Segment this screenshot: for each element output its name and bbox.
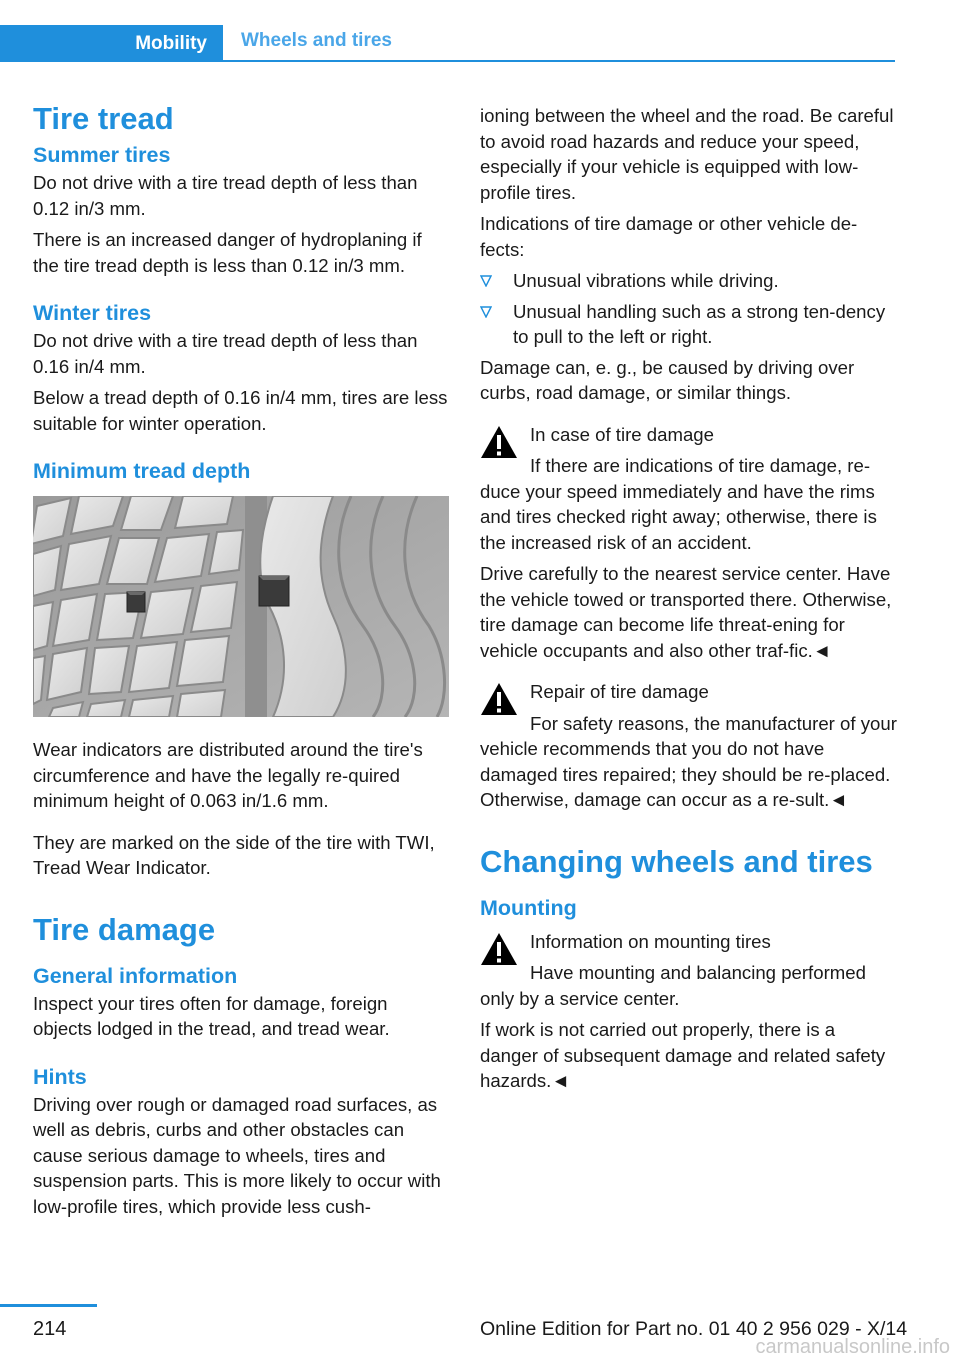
edition-footer: Online Edition for Part no. 01 40 2 956 029 - X/14: [480, 1318, 908, 1340]
bullet-triangle-icon: [480, 275, 492, 287]
list-item: [480, 299, 898, 350]
damage-indications-list: [480, 268, 898, 350]
paragraph-winter-2: Below a tread depth of 0.16 in/4 mm, tires are less suitable for winter operation.: [33, 387, 448, 434]
paragraph-winter-1: Do not drive with a tire tread depth of less than 0.16 in/4 mm.: [33, 330, 418, 377]
warning-mounting-tires: [480, 929, 898, 1012]
list-item-text: Unusual vibrations while driving.: [513, 270, 779, 291]
heading-tire-damage: Tire damage: [33, 911, 216, 947]
site-watermark: carmanualsonline.info: [755, 1336, 950, 1358]
heading-tire-tread: Tire tread: [33, 101, 174, 136]
left-column: [33, 98, 449, 1219]
paragraph-damage-cause: Damage can, e. g., be caused by driving over curbs, road damage, or similar things.: [480, 356, 855, 403]
warning-title: In case of tire damage: [530, 423, 714, 445]
warning-triangle-icon: [480, 682, 518, 716]
warning-repair-tire-damage: [480, 679, 898, 813]
heading-minimum-tread-depth: Minimum tread depth: [33, 459, 251, 483]
warning-body: If there are indications of tire damage, re-duce your speed immediately and have the rims and tires checked right away; otherwise, there is the increased risk of an accident.: [480, 455, 877, 553]
page-number: 214: [33, 1318, 67, 1340]
bullet-triangle-icon: [480, 306, 492, 318]
paragraph-wear-indicators: Wear indicators are distributed around the tire's circumference and have the legally re-quired minimum height of 0.063 in/1.6 mm.: [33, 739, 423, 811]
section-tab-wheels-and-tires[interactable]: Wheels and tires: [241, 30, 392, 51]
heading-changing-wheels-and-tires: Changing wheels and tires: [480, 843, 873, 879]
paragraph-indications: Indications of tire damage or other vehicle de-fects:: [480, 213, 858, 260]
paragraph-summer-2: There is an increased danger of hydroplaning if the tire tread depth is less than 0.12 in/3 mm.: [33, 229, 422, 276]
warning-triangle-icon: [480, 932, 518, 966]
warning-body: Have mounting and balancing performed only by a service center.: [480, 962, 866, 1009]
paragraph-twi: They are marked on the side of the tire with TWI, Tread Wear Indicator.: [33, 831, 435, 878]
page-number-rule: [0, 1304, 97, 1307]
warning-triangle-icon: [480, 425, 518, 459]
warning-title: Information on mounting tires: [530, 930, 771, 952]
heading-mounting: Mounting: [480, 895, 577, 920]
paragraph-general-information: Inspect your tires often for damage, foreign objects lodged in the tread, and tread wear.: [33, 992, 390, 1039]
tire-tread-illustration: [33, 496, 449, 717]
page-header: [0, 0, 895, 62]
warning-tire-damage: [480, 422, 898, 556]
warning-body: For safety reasons, the manufacturer of your vehicle recommends that you do not have damaged tires repaired; they should be re-placed. Otherwise, damage can occur as a re-sult.◄: [480, 712, 897, 810]
list-item-text: Unusual handling such as a strong ten-dency to pull to the left or right.: [513, 300, 886, 347]
heading-hints: Hints: [33, 1064, 87, 1089]
paragraph-work-not-proper: If work is not carried out properly, there is a danger of subsequent damage and related safety hazards.◄: [480, 1019, 886, 1091]
section-tab-mobility[interactable]: Mobility: [0, 25, 223, 62]
heading-general-information: General information: [33, 963, 238, 988]
paragraph-drive-carefully: Drive carefully to the nearest service center. Have the vehicle towed or transported there. Otherwise, tire damage can become life threat-ening for vehicle occupants and also other traf-fic.◄: [480, 563, 892, 661]
header-rule: [0, 60, 895, 62]
right-column: [480, 103, 898, 1094]
list-item: [480, 268, 898, 294]
warning-title: Repair of tire damage: [530, 681, 709, 702]
paragraph-summer-1: Do not drive with a tire tread depth of less than 0.12 in/3 mm.: [33, 172, 418, 219]
heading-summer-tires: Summer tires: [33, 143, 171, 167]
paragraph-hints: Driving over rough or damaged road surfaces, as well as debris, curbs and other obstacles can cause serious damage to wheels, tires and suspension parts. This is more likely to occur with low-profile tires, which provide less cush-: [33, 1093, 441, 1217]
heading-winter-tires: Winter tires: [33, 301, 152, 325]
paragraph-continued: ioning between the wheel and the road. Be careful to avoid road hazards and reduce your speed, especially if your vehicle is equipped with low-profile tires.: [480, 105, 894, 203]
